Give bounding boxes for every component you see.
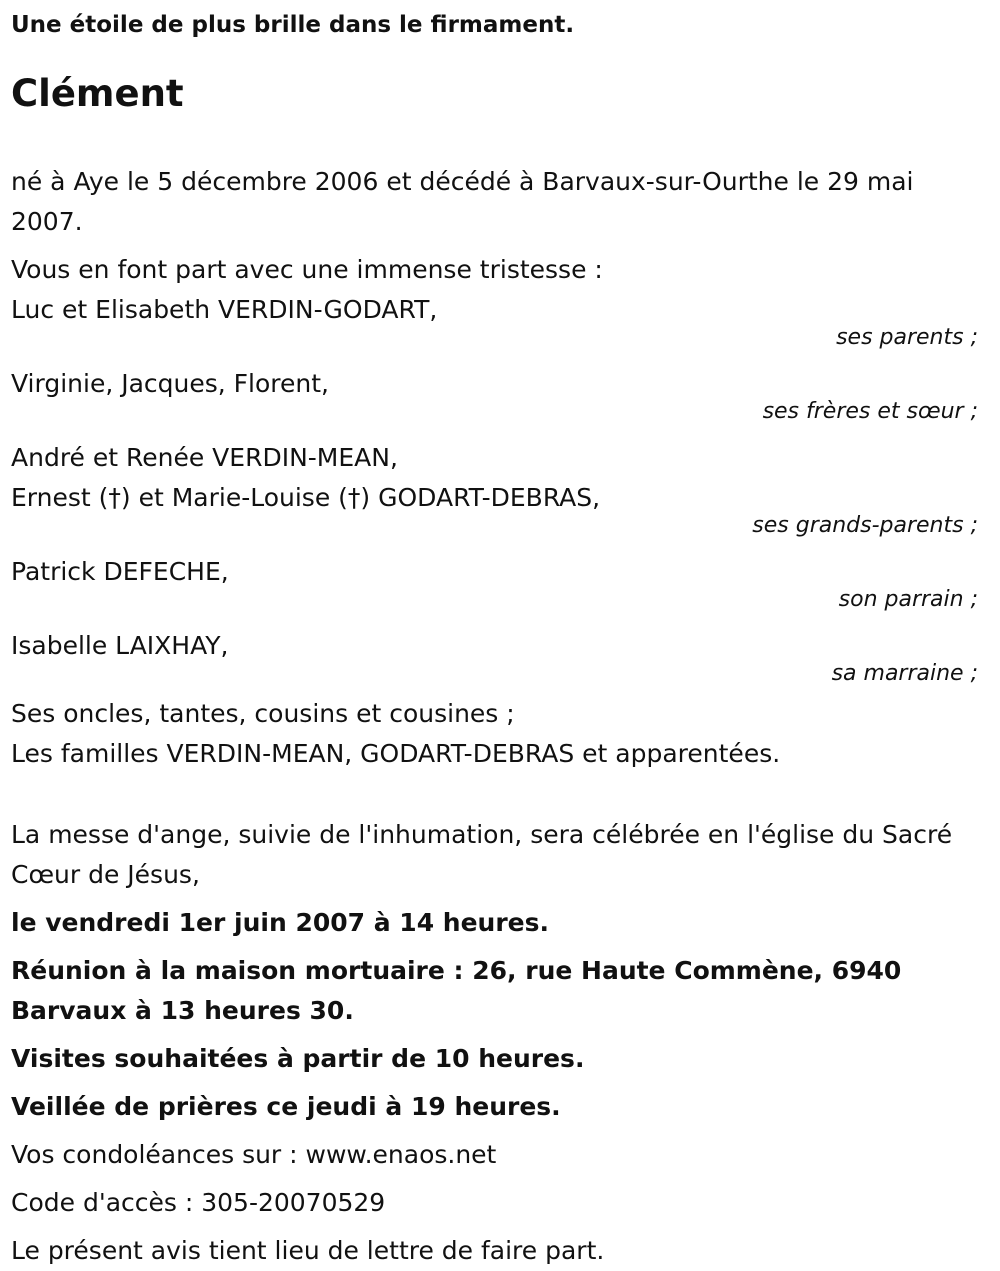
family-group-siblings <box>11 364 989 423</box>
family-line: Virginie, Jacques, Florent, <box>11 369 329 398</box>
meeting-text: Réunion à la maison mortuaire : 26, rue Haute Commène, 6940 Barvaux à 13 heures 30. <box>11 956 902 1025</box>
family-role: ses frères et sœur ; <box>762 399 978 424</box>
family-line: Patrick DEFECHE, <box>11 557 229 586</box>
condolences-text: Vos condoléances sur : www.enaos.net <box>11 1140 497 1169</box>
vigil-text: Veillée de prières ce jeudi à 19 heures. <box>11 1092 561 1121</box>
mass-text: La messe d'ange, suivie de l'inhumation, sera célébrée en l'église du Sacré Cœur de Jésus, <box>11 820 953 889</box>
family-role: sa marraine ; <box>831 661 978 686</box>
family-role: ses grands-parents ; <box>752 513 978 538</box>
visits-text: Visites souhaitées à partir de 10 heures. <box>11 1044 585 1073</box>
closing-text: Le présent avis tient lieu de lettre de faire part. <box>11 1236 605 1265</box>
deceased-name: Clément <box>11 72 184 115</box>
family-line: André et Renée VERDIN-MEAN, <box>11 443 398 472</box>
mass-date-text: le vendredi 1er juin 2007 à 14 heures. <box>11 908 550 937</box>
family-line: Ernest (†) et Marie-Louise (†) GODART-DEBRAS, <box>11 483 601 512</box>
extended-family-text: Ses oncles, tantes, cousins et cousines ; <box>11 699 515 728</box>
families-text: Les familles VERDIN-MEAN, GODART-DEBRAS et apparentées. <box>11 739 781 768</box>
family-group-parents <box>11 290 989 349</box>
family-group-grandparents <box>11 438 989 537</box>
intro-text: Vous en font part avec une immense tristesse : <box>11 255 603 284</box>
notice-header: Une étoile de plus brille dans le firmament. <box>11 12 575 38</box>
access-code-text: Code d'accès : 305-20070529 <box>11 1188 386 1217</box>
family-role: ses parents ; <box>836 325 978 350</box>
family-role: son parrain ; <box>838 587 978 612</box>
birth-death-text: né à Aye le 5 décembre 2006 et décédé à Barvaux-sur-Ourthe le 29 mai 2007. <box>11 167 914 236</box>
family-line: Luc et Elisabeth VERDIN-GODART, <box>11 295 438 324</box>
family-group-godfather <box>11 552 989 611</box>
family-line: Isabelle LAIXHAY, <box>11 631 229 660</box>
family-group-godmother <box>11 626 989 685</box>
